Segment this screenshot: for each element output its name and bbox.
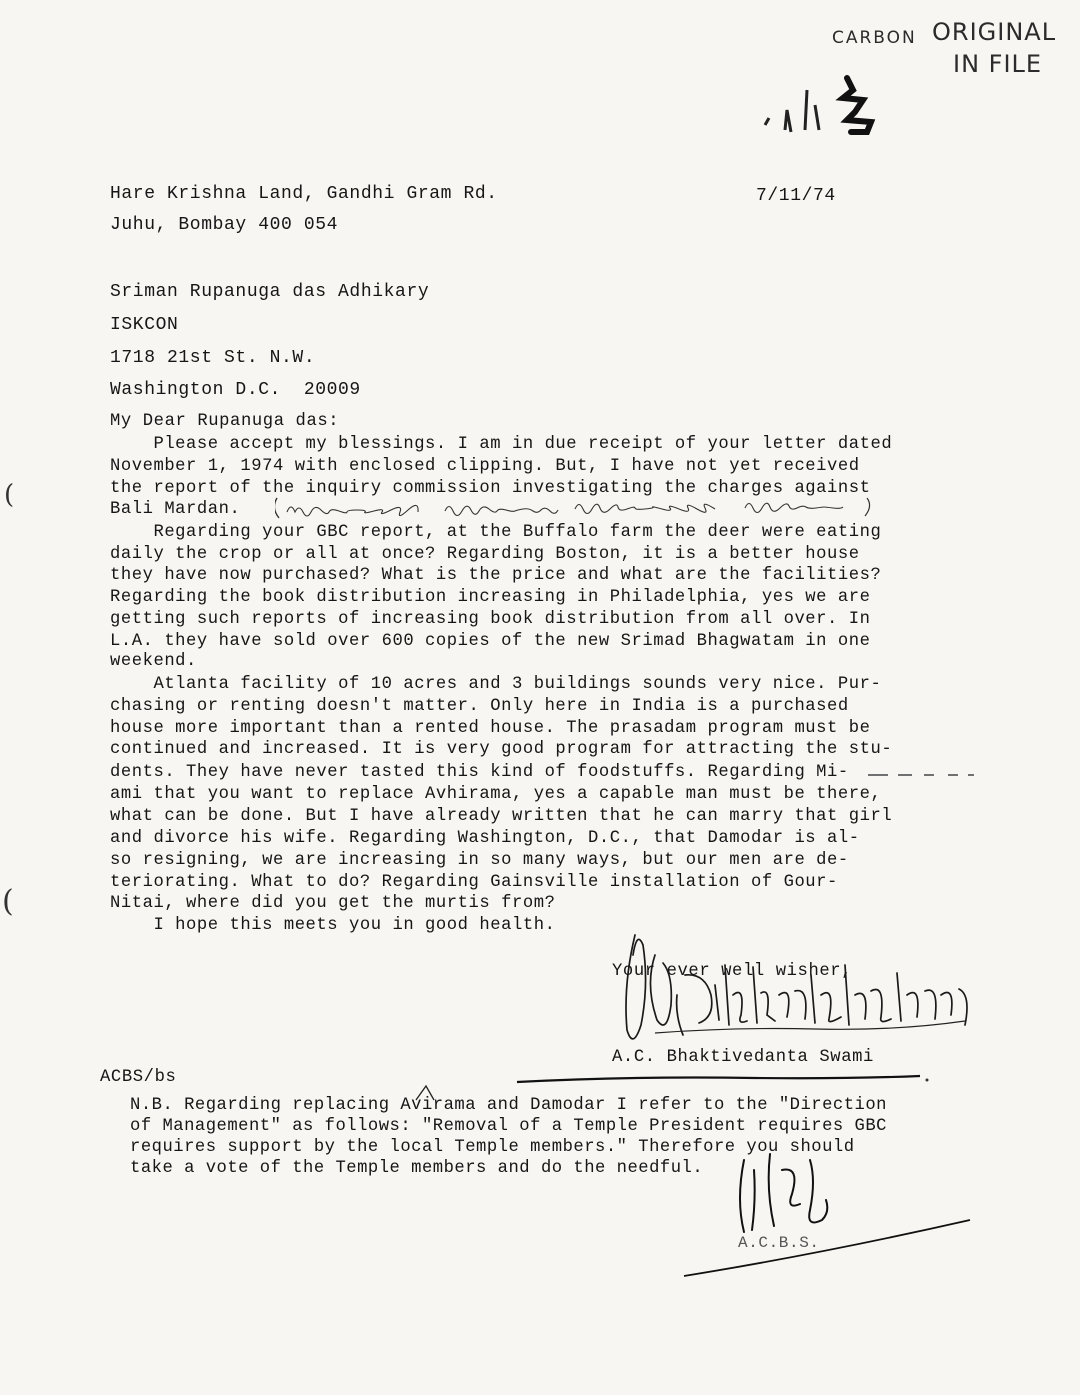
body-line: Bali Mardan. — [110, 500, 241, 519]
postscript-line: take a vote of the Temple members and do the needful. — [130, 1159, 704, 1178]
body-line: getting such reports of increasing book distribution from all over. In — [110, 610, 871, 629]
salutation: My Dear Rupanuga das: — [110, 412, 340, 431]
letter-date: 7/11/74 — [756, 186, 836, 206]
postscript-signoff: A.C.B.S. — [738, 1234, 820, 1252]
body-line: daily the crop or all at once? Regarding Boston, it is a better house — [110, 545, 860, 564]
body-line: Regarding the book distribution increasing in Philadelphia, yes we are — [110, 588, 871, 607]
body-line: and divorce his wife. Regarding Washington, D.C., that Damodar is al- — [110, 829, 860, 848]
postscript-line: N.B. Regarding replacing Avirama and Damodar I refer to the "Direction — [130, 1096, 887, 1115]
body-line: ami that you want to replace Avhirama, yes a capable man must be there, — [110, 785, 882, 804]
body-line: Please accept my blessings. I am in due receipt of your letter dated — [110, 435, 893, 454]
body-line: continued and increased. It is very good program for attracting the stu- — [110, 740, 893, 759]
original-stamp-label: ORIGINAL — [932, 18, 1057, 46]
body-line: so resigning, we are increasing in so many ways, but our men are de- — [110, 851, 849, 870]
body-line: Regarding your GBC report, at the Buffalo farm the deer were eating — [110, 523, 882, 542]
body-line: house more important than a rented house. The prasadam program must be — [110, 719, 871, 738]
body-line: L.A. they have sold over 600 copies of the new Srimad Bhagwatam in one — [110, 632, 871, 651]
body-line: teriorating. What to do? Regarding Gainsville installation of Gour- — [110, 873, 838, 892]
carbon-stamp-label: CARBON — [832, 28, 917, 48]
in-file-stamp-label: IN FILE — [953, 50, 1043, 78]
body-line: they have now purchased? What is the price and what are the facilities? — [110, 566, 882, 585]
separator-line — [515, 1072, 935, 1088]
insertion-caret-mark — [412, 1082, 442, 1102]
file-mark-scribble — [755, 70, 895, 140]
recipient-name: Sriman Rupanuga das Adhikary — [110, 282, 430, 302]
recipient-org: ISKCON — [110, 315, 179, 335]
body-line: weekend. — [110, 652, 197, 671]
margin-dash-mark — [868, 770, 978, 780]
margin-bracket-mark: ( — [2, 884, 14, 919]
body-line: Atlanta facility of 10 acres and 3 buildings sounds very nice. Pur- — [110, 675, 882, 694]
body-line: Nitai, where did you get the murtis from? — [110, 894, 556, 913]
body-line: the report of the inquiry commission investigating the charges against — [110, 479, 871, 498]
sender-address-line-2: Juhu, Bombay 400 054 — [110, 215, 339, 235]
postscript-line: requires support by the local Temple members." Therefore you should — [130, 1138, 855, 1157]
margin-bracket-mark: ( — [4, 480, 15, 510]
recipient-city: Washington D.C. 20009 — [110, 380, 361, 400]
body-line: November 1, 1974 with enclosed clipping. But, I have not yet received — [110, 457, 860, 476]
body-line: I hope this meets you in good health. — [110, 916, 556, 935]
closing-line: Your ever well wisher, — [612, 962, 853, 981]
recipient-street: 1718 21st St. N.W. — [110, 348, 316, 368]
body-line: dents. They have never tasted this kind of foodstuffs. Regarding Mi- — [110, 763, 849, 782]
sender-name: A.C. Bhaktivedanta Swami — [612, 1048, 874, 1067]
postscript-line: of Management" as follows: "Removal of a Temple President requires GBC — [130, 1117, 887, 1136]
bottom-rule-line — [680, 1210, 980, 1280]
body-line: chasing or renting doesn't matter. Only here in India is a purchased — [110, 697, 849, 716]
sender-address-line-1: Hare Krishna Land, Gandhi Gram Rd. — [110, 184, 498, 204]
typist-initials: ACBS/bs — [100, 1068, 177, 1087]
handwritten-marginal-note — [275, 496, 875, 522]
signature-image — [615, 925, 985, 1055]
body-line: what can be done. But I have already written that he can marry that girl — [110, 807, 893, 826]
